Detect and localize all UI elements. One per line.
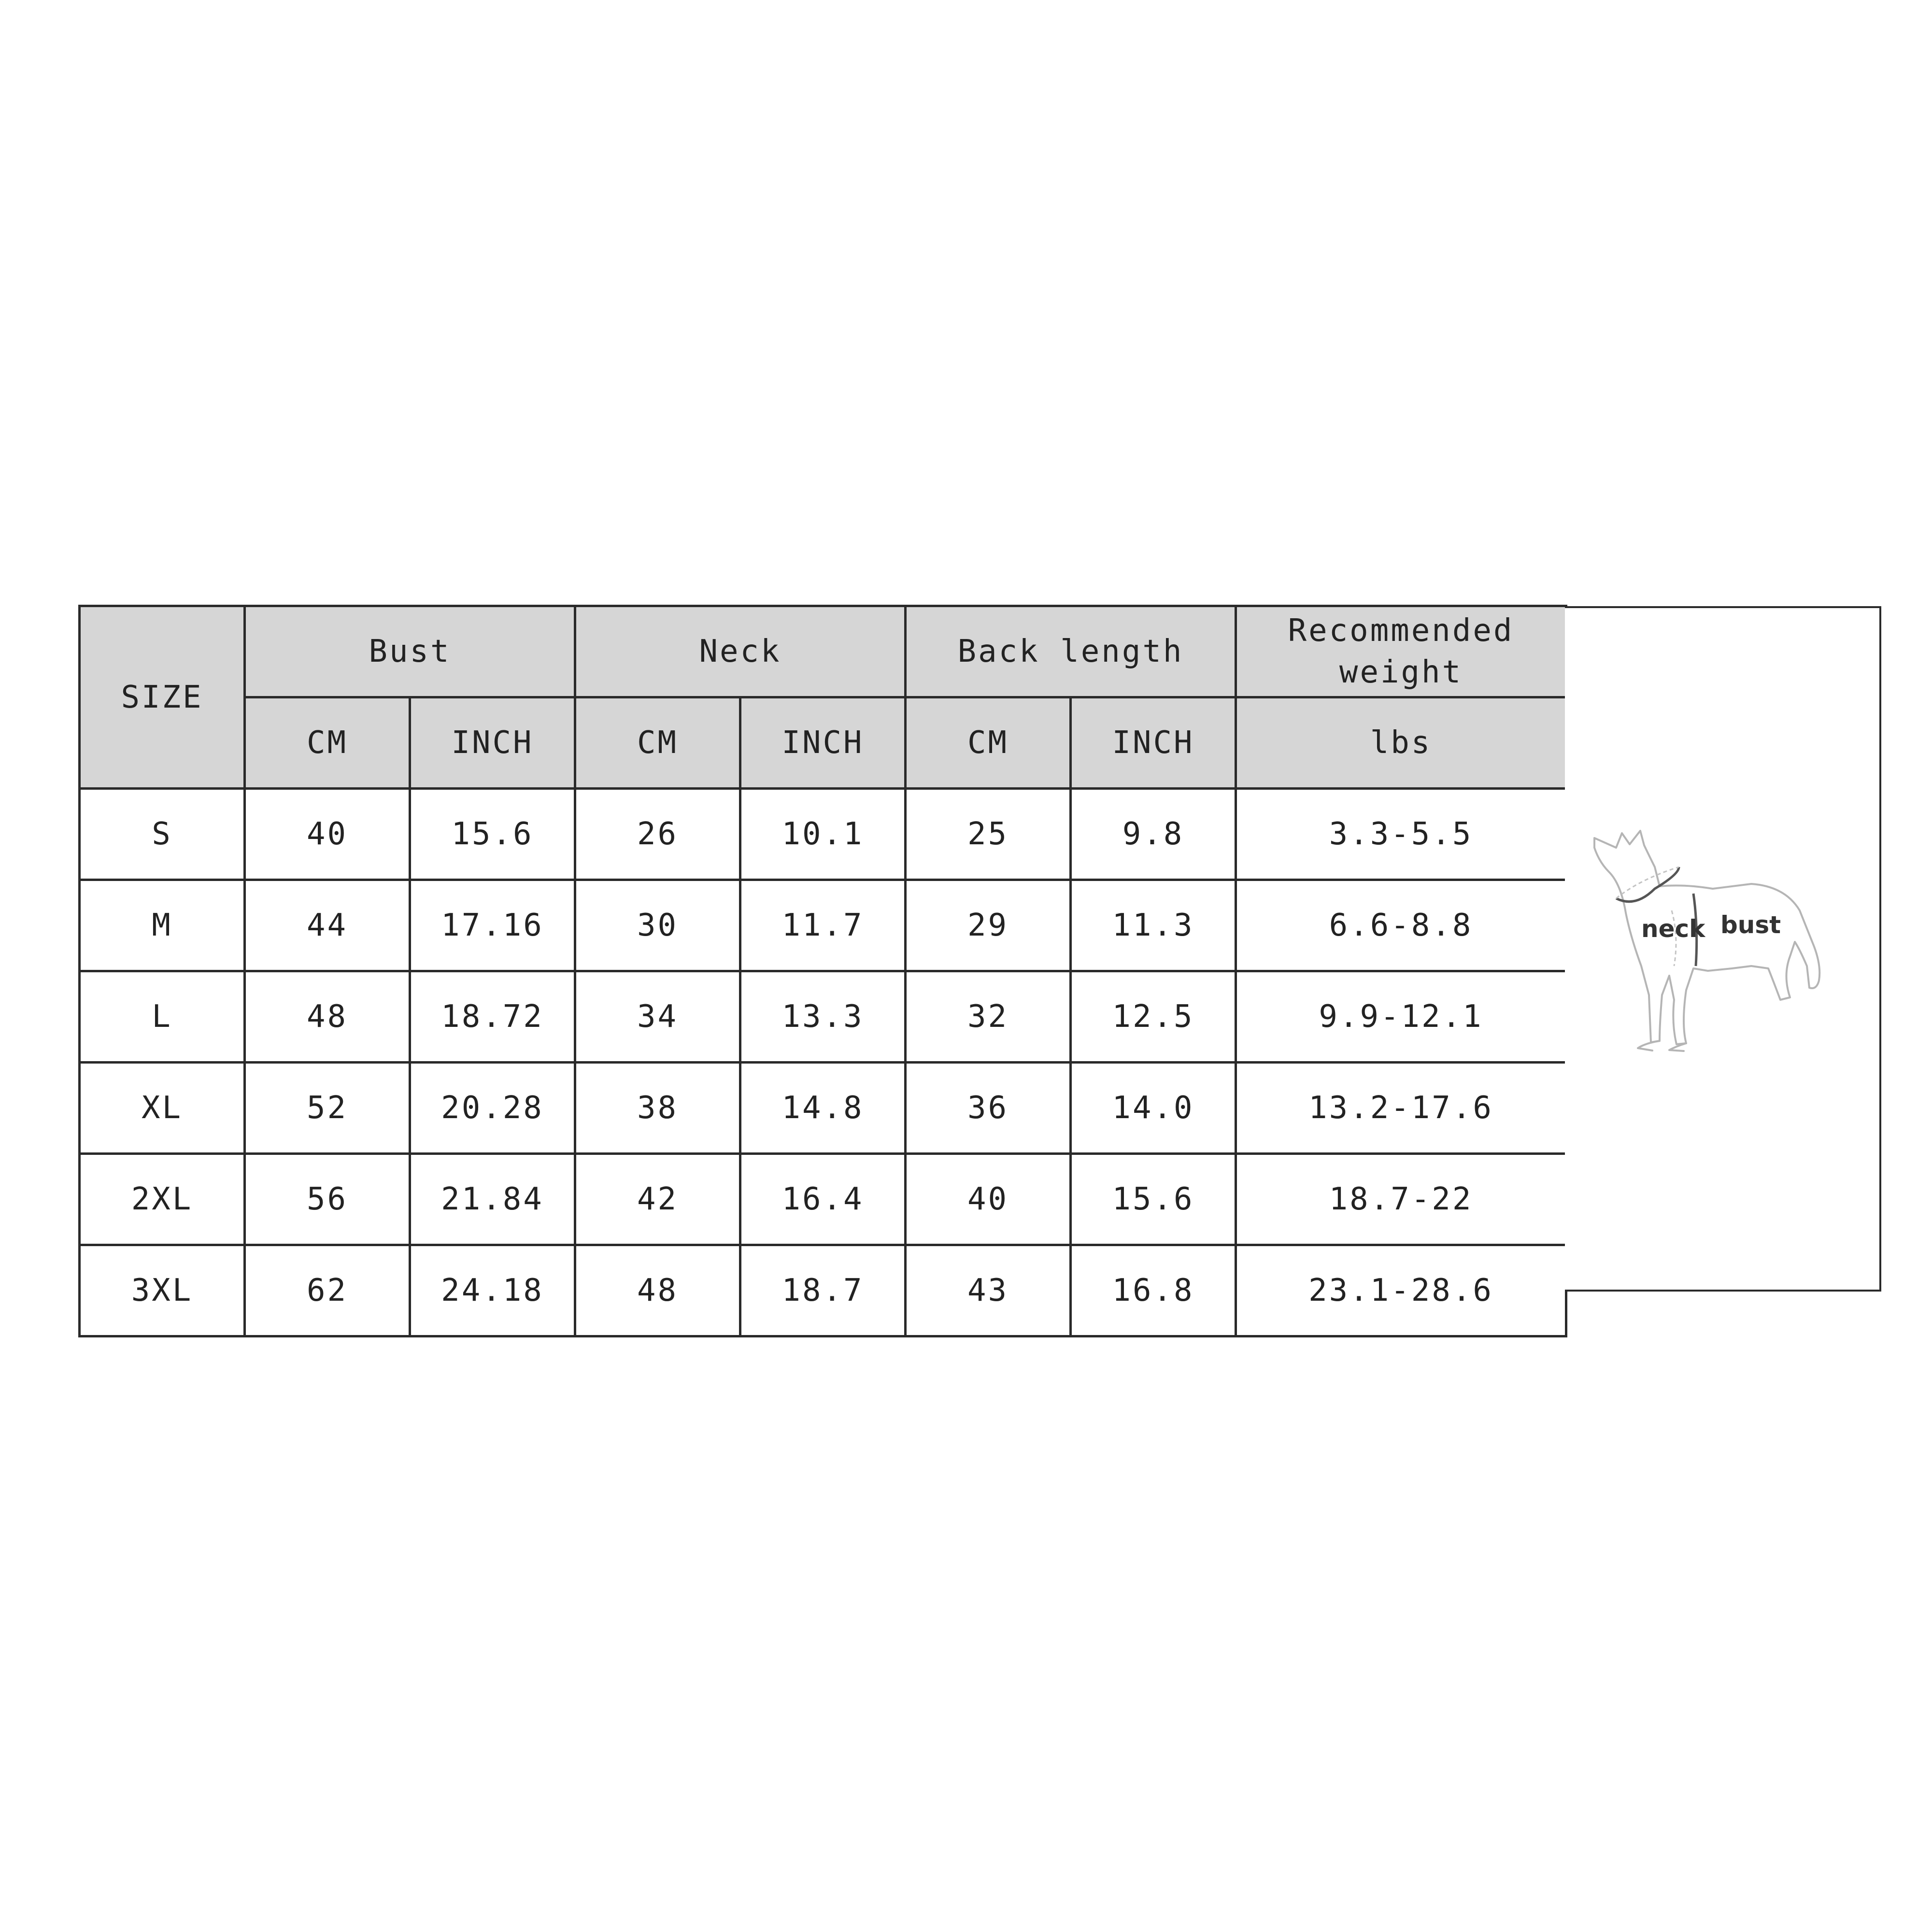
unit-header: INCH: [1071, 697, 1236, 789]
table-cell: 18.7-22: [1236, 1154, 1566, 1245]
table-cell: 12.5: [1071, 971, 1236, 1063]
table-cell: 20.28: [410, 1063, 575, 1154]
table-cell: 13.3: [740, 971, 906, 1063]
table-cell: 21.84: [410, 1154, 575, 1245]
table-row: [80, 1154, 1566, 1245]
dog-outline-icon: [1587, 821, 1867, 1082]
table-cell: 48: [575, 1245, 740, 1336]
table-cell: 13.2-17.6: [1236, 1063, 1566, 1154]
table-cell: 11.3: [1071, 880, 1236, 971]
table-row: [80, 971, 1566, 1063]
table-cell: 18.7: [740, 1245, 906, 1336]
table-cell: 10.1: [740, 789, 906, 880]
size-cell: 3XL: [80, 1245, 245, 1336]
table-cell: 18.72: [410, 971, 575, 1063]
table-cell: 15.6: [1071, 1154, 1236, 1245]
neck-header: Neck: [575, 606, 906, 697]
size-chart: [78, 605, 1567, 1337]
unit-header: lbs: [1236, 697, 1566, 789]
table-cell: 52: [245, 1063, 410, 1154]
table-cell: 3.3-5.5: [1236, 789, 1566, 880]
size-header: SIZE: [80, 606, 245, 789]
table-cell: 14.8: [740, 1063, 906, 1154]
size-table: [78, 605, 1567, 1337]
table-cell: 26: [575, 789, 740, 880]
header-group-row: [80, 606, 1566, 697]
table-cell: 24.18: [410, 1245, 575, 1336]
unit-header: INCH: [740, 697, 906, 789]
table-cell: 11.7: [740, 880, 906, 971]
size-cell: 2XL: [80, 1154, 245, 1245]
unit-header: CM: [906, 697, 1071, 789]
header-unit-row: [80, 697, 1566, 789]
table-cell: 44: [245, 880, 410, 971]
bust-header: Bust: [245, 606, 575, 697]
table-cell: 16.8: [1071, 1245, 1236, 1336]
bust-label: bust: [1720, 911, 1781, 939]
table-cell: 48: [245, 971, 410, 1063]
table-cell: 9.9-12.1: [1236, 971, 1566, 1063]
table-cell: 25: [906, 789, 1071, 880]
table-cell: 14.0: [1071, 1063, 1236, 1154]
table-cell: 9.8: [1071, 789, 1236, 880]
table-cell: 15.6: [410, 789, 575, 880]
table-row: [80, 1063, 1566, 1154]
size-cell: XL: [80, 1063, 245, 1154]
table-cell: 32: [906, 971, 1071, 1063]
table-cell: 40: [245, 789, 410, 880]
unit-header: CM: [245, 697, 410, 789]
table-cell: 62: [245, 1245, 410, 1336]
size-cell: M: [80, 880, 245, 971]
table-cell: 17.16: [410, 880, 575, 971]
table-cell: 23.1-28.6: [1236, 1245, 1566, 1336]
size-cell: L: [80, 971, 245, 1063]
table-cell: 16.4: [740, 1154, 906, 1245]
table-cell: 29: [906, 880, 1071, 971]
table-cell: 40: [906, 1154, 1071, 1245]
table-cell: 38: [575, 1063, 740, 1154]
table-cell: 56: [245, 1154, 410, 1245]
table-row: [80, 789, 1566, 880]
table-row: [80, 1245, 1566, 1336]
table-row: [80, 880, 1566, 971]
unit-header: CM: [575, 697, 740, 789]
table-cell: 43: [906, 1245, 1071, 1336]
table-cell: 42: [575, 1154, 740, 1245]
table-cell: 34: [575, 971, 740, 1063]
recommended-weight-header: Recommended weight: [1236, 606, 1566, 697]
size-cell: S: [80, 789, 245, 880]
neck-label: neck: [1641, 915, 1705, 943]
table-cell: 6.6-8.8: [1236, 880, 1566, 971]
table-cell: 30: [575, 880, 740, 971]
table-cell: 36: [906, 1063, 1071, 1154]
back-length-header: Back length: [906, 606, 1236, 697]
unit-header: INCH: [410, 697, 575, 789]
